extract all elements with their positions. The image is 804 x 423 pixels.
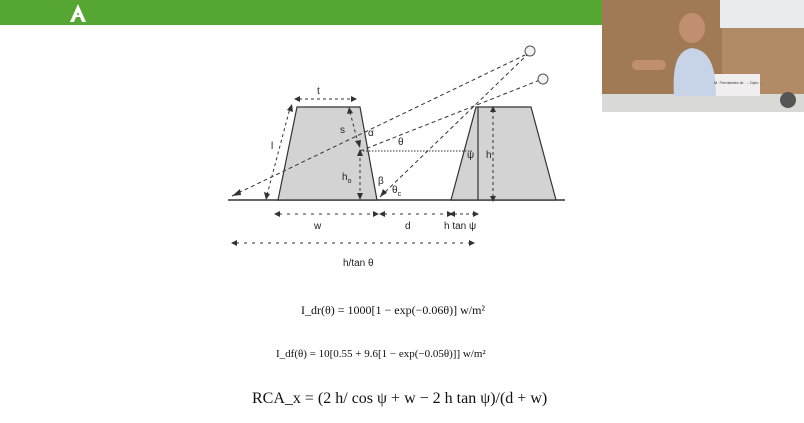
- sun-position-1: [525, 46, 535, 56]
- equation-diffuse-irradiance: I_df(θ) = 10[0.55 + 9.6[1 − exp(−0.05θ)]] w/m²: [276, 348, 486, 360]
- label-ho: $h_o$: [342, 172, 352, 185]
- label-theta: θ: [398, 137, 404, 148]
- equation-rca: RCA_x = (2 h/ cos ψ + w − 2 h tan ψ)/(d + w): [252, 390, 548, 407]
- label-beta: β: [378, 176, 384, 187]
- label-h: h: [486, 150, 492, 161]
- speaker-video-overlay: [602, 0, 804, 112]
- label-theta-c: $\theta_c$: [392, 185, 402, 198]
- label-w: w: [314, 221, 322, 232]
- label-t: t: [317, 86, 320, 97]
- left-row-module: [278, 107, 377, 200]
- sun-position-2: [538, 74, 548, 84]
- label-h-tan-psi: h tan ψ: [444, 221, 477, 232]
- label-h-tan-theta: h/tan θ: [343, 258, 374, 269]
- speaker-name-card: M. Fernández Ar. ... Dpto ...: [714, 80, 763, 85]
- label-alpha: α: [368, 128, 374, 139]
- equation-direct-irradiance: I_dr(θ) = 1000[1 − exp(−0.06θ)] w/m²: [301, 303, 486, 317]
- label-psi: ψ: [467, 150, 475, 161]
- label-d: d: [405, 221, 411, 232]
- label-l: l: [271, 141, 274, 152]
- label-s: s: [340, 125, 345, 136]
